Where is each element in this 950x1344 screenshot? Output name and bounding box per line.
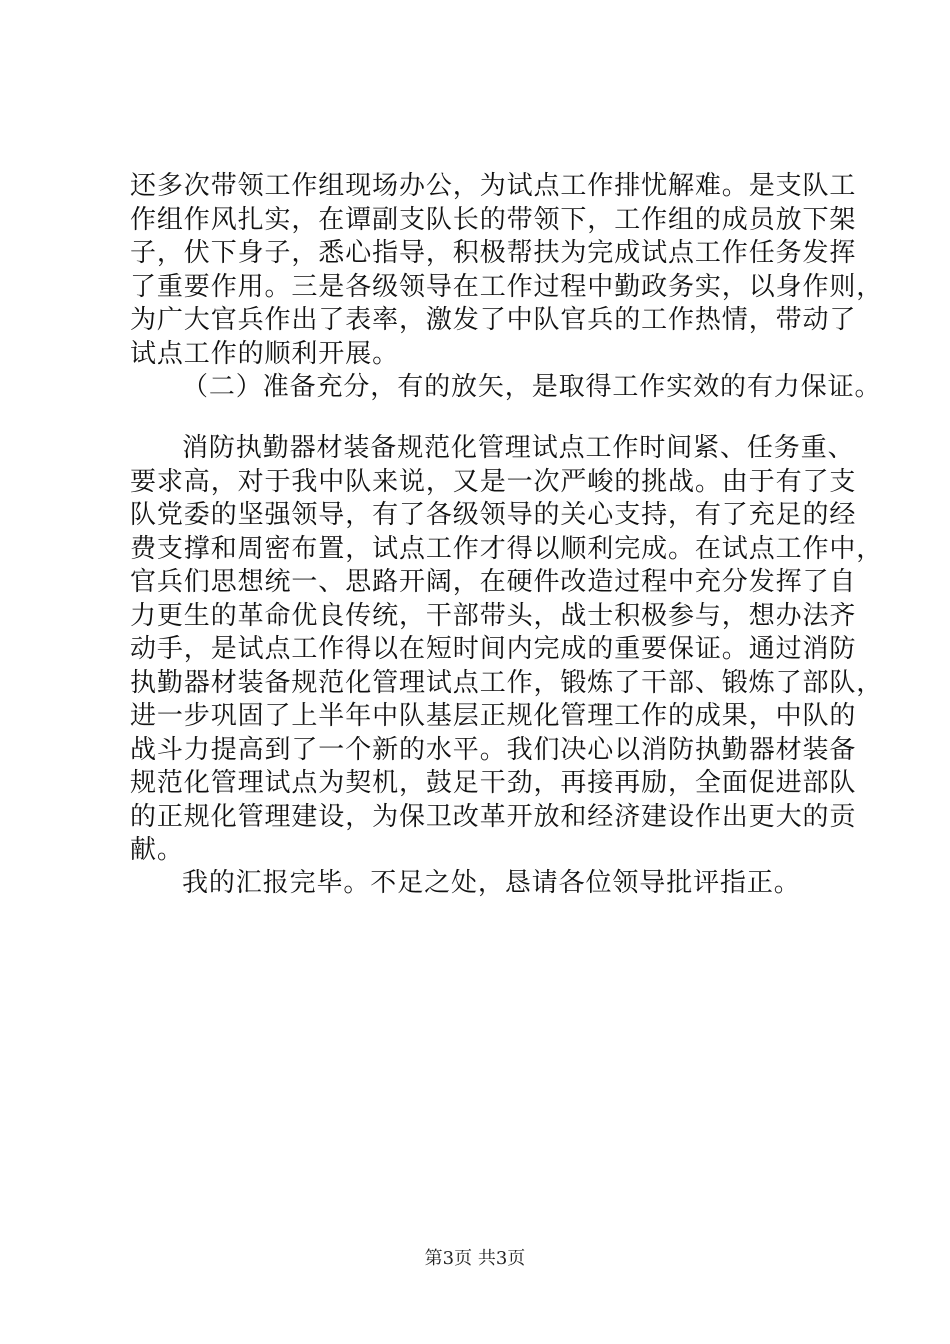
- paragraph-line: 作组作风扎实，在谭副支队长的带领下，工作组的成员放下架: [130, 204, 857, 235]
- paragraph-leadership: [130, 170, 884, 371]
- paragraph-line: 费支撑和周密布置，试点工作才得以顺利完成。在试点工作中，: [130, 533, 884, 564]
- paragraph-line: 执勤器材装备规范化管理试点工作，锻炼了干部、锻炼了部队，: [130, 667, 884, 698]
- paragraph-line: 了重要作用。三是各级领导在工作过程中勤政务实，以身作则，: [130, 271, 884, 302]
- paragraph-line: 献。: [130, 835, 184, 865]
- page-number: 第3页 共3页: [424, 1248, 526, 1269]
- paragraph-line: 的正规化管理建设，为保卫改革开放和经济建设作出更大的贡: [130, 801, 857, 832]
- paragraph-line: 战斗力提高到了一个新的水平。我们决心以消防执勤器材装备: [130, 734, 857, 765]
- paragraph-line: 还多次带领工作组现场办公，为试点工作排忧解难。是支队工: [130, 171, 857, 201]
- paragraph-line: 规范化管理试点为契机，鼓足干劲，再接再励，全面促进部队: [130, 768, 857, 798]
- paragraph-line: 要求高，对于我中队来说，又是一次严峻的挑战。由于有了支: [130, 466, 857, 497]
- closing-text: 我的汇报完毕。不足之处，恳请各位领导批评指正。: [182, 868, 801, 898]
- closing-remark: [130, 867, 830, 901]
- paragraph-line: 为广大官兵作出了表率，激发了中队官兵的工作热情，带动了: [130, 305, 857, 335]
- paragraph-line: 试点工作的顺利开展。: [130, 338, 400, 369]
- paragraph-line: 动手，是试点工作得以在短时间内完成的重要保证。通过消防: [130, 634, 857, 664]
- paragraph-line: 力更生的革命优良传统，干部带头，战士积极参与，想办法齐: [130, 600, 857, 631]
- section-heading-text: （二）准备充分，有的放矢，是取得工作实效的有力保证。: [182, 372, 882, 402]
- paragraph-line: 进一步巩固了上半年中队基层正规化管理工作的成果，中队的: [130, 701, 857, 731]
- paragraph-line: 队党委的坚强领导，有了各级领导的关心支持，有了充足的经: [130, 500, 857, 530]
- section-heading-2: [130, 371, 882, 405]
- paragraph-line: 官兵们思想统一、思路开阔，在硬件改造过程中充分发挥了自: [130, 567, 857, 597]
- paragraph-line: 消防执勤器材装备规范化管理试点工作时间紧、任务重、: [182, 433, 855, 463]
- paragraph-preparation: [130, 432, 884, 868]
- paragraph-line: 子，伏下身子，悉心指导，积极帮扶为完成试点工作任务发挥: [130, 238, 857, 268]
